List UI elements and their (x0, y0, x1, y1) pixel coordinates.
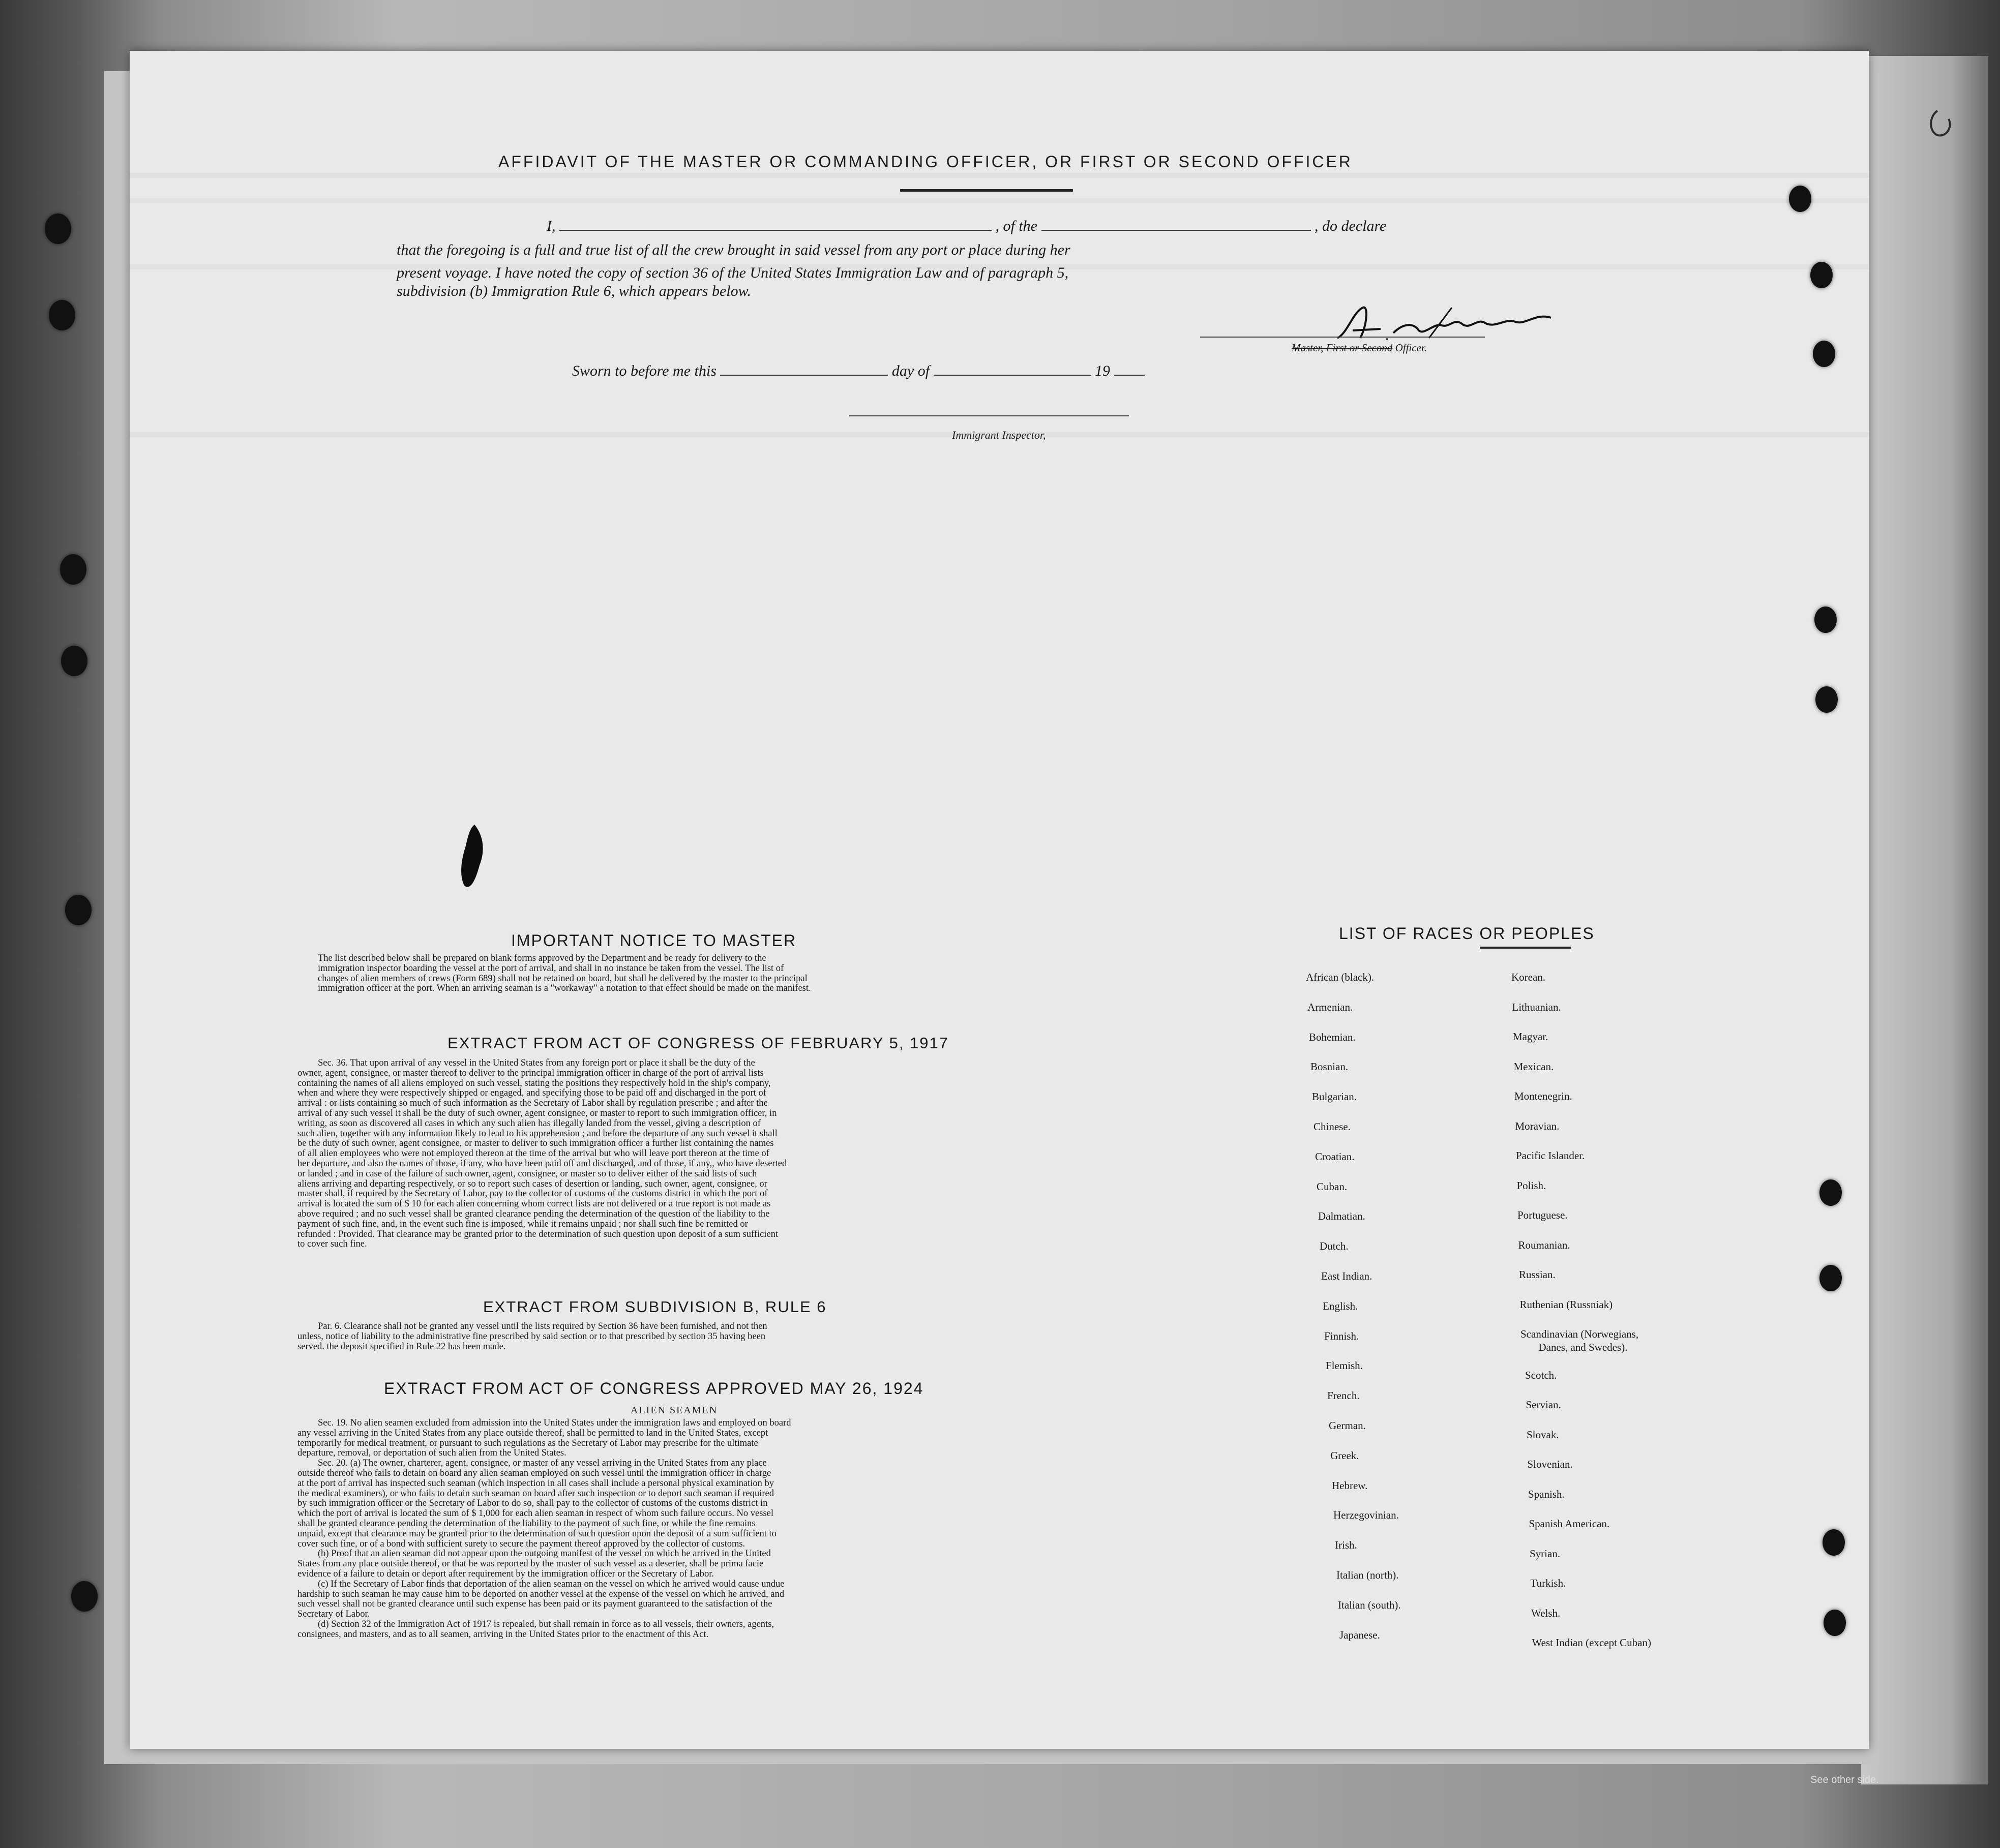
race-item: Italian (south). (1338, 1598, 1401, 1611)
race-item: Russian. (1519, 1268, 1556, 1281)
vessel-blank (1041, 229, 1311, 231)
binding-hole (65, 895, 92, 925)
race-item: Ruthenian (Russniak) (1519, 1298, 1613, 1311)
text-line: served. the deposit specified in Rule 22 has been made. (297, 1341, 506, 1352)
inspector-signature-line (849, 415, 1129, 416)
binding-hole (1810, 262, 1833, 288)
race-item: Slovak. (1527, 1428, 1559, 1441)
text-line: above required ; and no such vessel shall be granted clearance pending the determination of the question of the liability to the (297, 1208, 770, 1219)
race-item: Chinese. (1314, 1120, 1351, 1133)
text-line: Par. 6. Clearance shall not be granted any vessel until the lists required by Section 36 have been furnished, and not then (318, 1321, 767, 1331)
binding-hole (1824, 1610, 1846, 1636)
notice-paragraph (297, 954, 1053, 994)
race-item: Pacific Islander. (1516, 1149, 1585, 1162)
text-line: (d) Section 32 of the Immigration Act of 1917 is repealed, but shall remain in force as to all vessels, their owners, agents, (318, 1619, 774, 1629)
text-line: aliens arriving and departing respectively, or so to report such cases of desertion or landing, such owner, agent, consignee, or (297, 1178, 767, 1189)
race-item: Dalmatian. (1318, 1210, 1365, 1223)
race-item: Turkish. (1530, 1577, 1566, 1589)
race-item: Irish. (1335, 1539, 1357, 1552)
text-line: outside thereof who fails to detain on board any alien seaman employed on such vessel until the immigration officer in charge (297, 1468, 771, 1478)
text-line: arrival : or lists containing so much of such information as the Secretary of Labor shall by regulation prescribe ; and after the (297, 1098, 768, 1109)
extract-1917-title: EXTRACT FROM ACT OF CONGRESS OF FEBRUARY 5, 1917 (447, 1034, 949, 1052)
text-line: be the duty of such owner, agent consignee, or master to deliver to such immigration officer a further list containing the names (297, 1138, 774, 1149)
text-line: such vessel shall not be granted clearance until such expense has been paid or its payment guaranteed to the satisfaction of the (297, 1599, 772, 1610)
text-line: immigration officer at the port. When an arriving seaman is a "workaway" a notation to that effect should be made on the manifest. (318, 983, 811, 994)
race-item: Greek. (1330, 1449, 1359, 1462)
name-blank (559, 229, 992, 231)
text-line: shall be granted clearance pending the determination of the liability to the payment of such fine, or while the fine remains (297, 1518, 756, 1529)
race-item: Japanese. (1339, 1628, 1380, 1641)
race-item: Finnish. (1324, 1329, 1359, 1342)
text-line: unpaid, except that clearance may be granted prior to the determination of such question upon the deposit of a sum sufficient to (297, 1528, 777, 1539)
race-item: Scotch. (1525, 1369, 1557, 1381)
race-item: Mexican. (1513, 1060, 1554, 1073)
text-line: arrival of any such vessel it shall be the duty of such owner, agent consignee, or master to report to such immigration officer, in (297, 1108, 777, 1118)
race-item: Roumanian. (1518, 1238, 1570, 1251)
binding-hole (61, 646, 87, 676)
text-line: which the port of arrival is located the sum of $ 1,000 for each alien seaman in respect of whom such failure occurs. No vessel (297, 1508, 774, 1519)
month-blank (934, 374, 1091, 376)
race-item: Danes, and Swedes). (1538, 1341, 1628, 1353)
corner-pencil-mark (1922, 107, 1963, 142)
race-item: Scandinavian (Norwegians, (1520, 1328, 1639, 1340)
notice-title: IMPORTANT NOTICE TO MASTER (511, 931, 797, 950)
race-item: Servian. (1526, 1399, 1561, 1411)
text-line: master shall, if required by the Secretary of Labor, pay to the collector of customs of the customs district in which the port of (297, 1189, 768, 1199)
text-line: Secretary of Labor. (297, 1609, 370, 1620)
race-item: Dutch. (1320, 1240, 1349, 1253)
binding-hole (1789, 186, 1811, 212)
race-item: Polish. (1516, 1179, 1546, 1192)
text-line: arrival is located the sum of $ 10 for each alien concerning whom correct lists are not delivered or a true report is not made as (297, 1199, 771, 1209)
text-line: consignees, and masters, and as to all seamen, arriving in the United States prior to the enactment of this Act. (297, 1629, 709, 1640)
text-line: (b) Proof that an alien seaman did not appear upon the outgoing manifest of the vessel on which he arrived in the United (318, 1549, 771, 1559)
binding-hole (1814, 607, 1837, 633)
text-line: States from any place outside thereof, or that he was reported by the master of such vessel as a deserter, shall be prima facie (297, 1559, 764, 1569)
race-item: Lithuanian. (1512, 1001, 1561, 1013)
race-item: Italian (north). (1336, 1569, 1399, 1581)
text-line: payment of such fine, and, in the event such fine is imposed, while it remains unpaid ; nor shall such fine be remitted or (297, 1219, 748, 1229)
race-item: Syrian. (1530, 1547, 1561, 1560)
text-line: the medical examiners), or who fails to detain such seaman on board after such inspection or to deport such seaman if required (297, 1488, 774, 1499)
binding-hole (1815, 686, 1838, 713)
declaration-line: present voyage. I have noted the copy of section 36 of the United States Immigration Law and of paragraph 5, (397, 264, 1069, 281)
text-line: evidence of a failure to detain or deport after requirement by the immigration officer or the Secretary of Labor. (297, 1568, 714, 1579)
text-line: any vessel arriving in the United States from any place outside thereof, shall be permitted to land in the United States, except (297, 1428, 768, 1438)
text-line: The list described below shall be prepared on blank forms approved by the Department and be ready for delivery to the (318, 953, 766, 963)
text-line: Sec. 19. No alien seamen excluded from admission into the United States under the immigration laws and employed on board (318, 1418, 791, 1428)
race-item: Herzegovinian. (1333, 1509, 1399, 1522)
date-blank (720, 374, 888, 376)
text-line: Sec. 36. That upon arrival of any vessel in the United States from any foreign port or place it shall be the duty of the (318, 1058, 755, 1068)
extract-1924-title: EXTRACT FROM ACT OF CONGRESS APPROVED MAY 26, 1924 (384, 1379, 924, 1398)
text-line: or landed ; and in case of the failure of such owner, agent, consignee, or master so to deliver either of the said lists of such (297, 1168, 757, 1179)
signature-caption: Master, First or Second Officer. (1292, 342, 1427, 354)
race-item: Spanish American. (1529, 1518, 1610, 1530)
year-blank (1114, 374, 1145, 376)
extract-1924-paragraph (297, 1418, 1053, 1640)
binding-hole (45, 214, 71, 244)
race-item: Welsh. (1531, 1607, 1561, 1619)
binding-hole (1819, 1265, 1842, 1291)
text-line: (c) If the Secretary of Labor finds that deportation of the alien seaman on the vessel on which he arrived would cause undue (318, 1579, 785, 1589)
text-line: unless, notice of liability to the administrative fine prescribed by said section or to that prescribed by section 35 having been (297, 1331, 766, 1342)
race-item: East Indian. (1321, 1270, 1372, 1282)
text-line: owner, agent, consignee, or master thereof to deliver to the principal immigration officer in charge of the port of arrival lists (297, 1068, 764, 1078)
text-line: hardship to such seaman he may cause him to be deported on another vessel at the expense of the vessel on which he arrived, and (297, 1589, 785, 1599)
binding-hole (60, 554, 86, 585)
affidavit-title: AFFIDAVIT OF THE MASTER OR COMMANDING OFFICER, OR FIRST OR SECOND OFFICER (498, 153, 1353, 171)
races-list-title: LIST OF RACES OR PEOPLES (1339, 924, 1595, 943)
race-item: Armenian. (1307, 1001, 1353, 1013)
declaration-line: I, , of the , do declare (547, 218, 1387, 234)
race-item: German. (1329, 1419, 1366, 1432)
text-line: departure, removal, or deportation of such alien from the United States. (297, 1448, 566, 1459)
declaration-line: subdivision (b) Immigration Rule 6, which appears below. (397, 283, 751, 299)
ink-blot (455, 825, 491, 891)
footer-note: See other side. (1810, 1774, 1879, 1785)
extract-1924-subtitle: ALIEN SEAMEN (631, 1405, 718, 1416)
race-item: Portuguese. (1517, 1209, 1568, 1221)
text-line: cover such fine, or of a bond with sufficient surety to secure the payment thereof approved by the collector of customs. (297, 1538, 745, 1549)
binding-hole (49, 300, 75, 330)
race-item: Hebrew. (1332, 1479, 1368, 1492)
race-item: Moravian. (1515, 1119, 1560, 1132)
text-line: of all alien employees who were not employed thereon at the time of the arrival but who will leave port thereon at the time of (297, 1148, 769, 1159)
binding-hole (1823, 1529, 1845, 1556)
text-line: to cover such fine. (297, 1239, 367, 1250)
inspector-caption: Immigrant Inspector, (952, 429, 1046, 441)
race-item: Spanish. (1528, 1488, 1565, 1500)
binding-hole (1819, 1179, 1842, 1206)
race-item: Magyar. (1513, 1031, 1548, 1043)
extract-1917-paragraph (297, 1058, 1053, 1250)
race-item: African (black). (1306, 971, 1375, 983)
underlying-page-edge (1861, 56, 1988, 1784)
title-underline (900, 189, 1073, 192)
race-item: West Indian (except Cuban) (1532, 1637, 1651, 1649)
signature-line (1200, 337, 1485, 338)
declaration-line: that the foregoing is a full and true list of all the crew brought in said vessel from any port or place during her (397, 241, 1070, 258)
text-line: writing, as soon as discovered all cases in which any such alien has illegally landed from the vessel, giving a description of (297, 1118, 761, 1129)
text-line: temporarily for medical treatment, or pursuant to such regulations as the Secretary of Labor may prescribe for the ultimate (297, 1438, 758, 1448)
race-item: Cuban. (1317, 1180, 1348, 1193)
text-line: changes of alien members of crews (Form 689) shall not be retained on board, but shall be delivered by the master to the principal (318, 973, 808, 984)
binding-hole (71, 1581, 98, 1612)
extract-rule6-title: EXTRACT FROM SUBDIVISION B, RULE 6 (483, 1298, 827, 1316)
text-line: her departure, and also the names of those, if any, who have been paid off and discharged, and of those, if any,, who have deserted (297, 1158, 787, 1169)
races-title-underline (1480, 947, 1571, 949)
text-line: containing the names of all aliens employed on such vessel, stating the positions they respectively hold in the ship's company, (297, 1078, 771, 1088)
text-line: immigration inspector boarding the vessel at the port of arrival, and shall in no instance be taken from the vessel. The list of (318, 963, 784, 974)
text-line: at the port of arrival has inspected such seaman (which inspection in all cases shall include a personal physical examination by (297, 1478, 774, 1489)
race-item: Croatian. (1315, 1150, 1355, 1163)
race-item: Bohemian. (1309, 1031, 1356, 1043)
race-item: Montenegrin. (1514, 1090, 1572, 1102)
text-line: by such immigration officer or the Secretary of Labor to do so, shall pay to the collector of customs of the customs district in (297, 1498, 768, 1509)
text-line: when and where they were respectively shipped or engaged, and specifying those to be paid off and discharged in the port of (297, 1088, 766, 1099)
race-item: Slovenian. (1527, 1458, 1573, 1470)
binding-hole (1813, 341, 1835, 367)
race-item: Korean. (1511, 971, 1546, 983)
text-line: Sec. 20. (a) The owner, charterer, agent, consignee, or master of any vessel arriving in the United States from any place (318, 1458, 767, 1469)
race-item: Flemish. (1326, 1359, 1363, 1372)
race-item: English. (1323, 1299, 1358, 1312)
race-item: French. (1327, 1389, 1360, 1402)
race-item: Bosnian. (1310, 1061, 1349, 1073)
extract-rule6-paragraph (297, 1322, 1053, 1352)
sworn-line: Sworn to before me this day of 19 (572, 362, 1145, 380)
text-line: refunded : Provided. That clearance may be granted prior to the determination of such question upon deposit of a sum sufficient (297, 1229, 779, 1239)
text-line: such alien, together with any information likely to lead to his apprehension ; and before the departure of any such vessel it shall (297, 1128, 778, 1139)
race-item: Bulgarian. (1312, 1090, 1357, 1103)
